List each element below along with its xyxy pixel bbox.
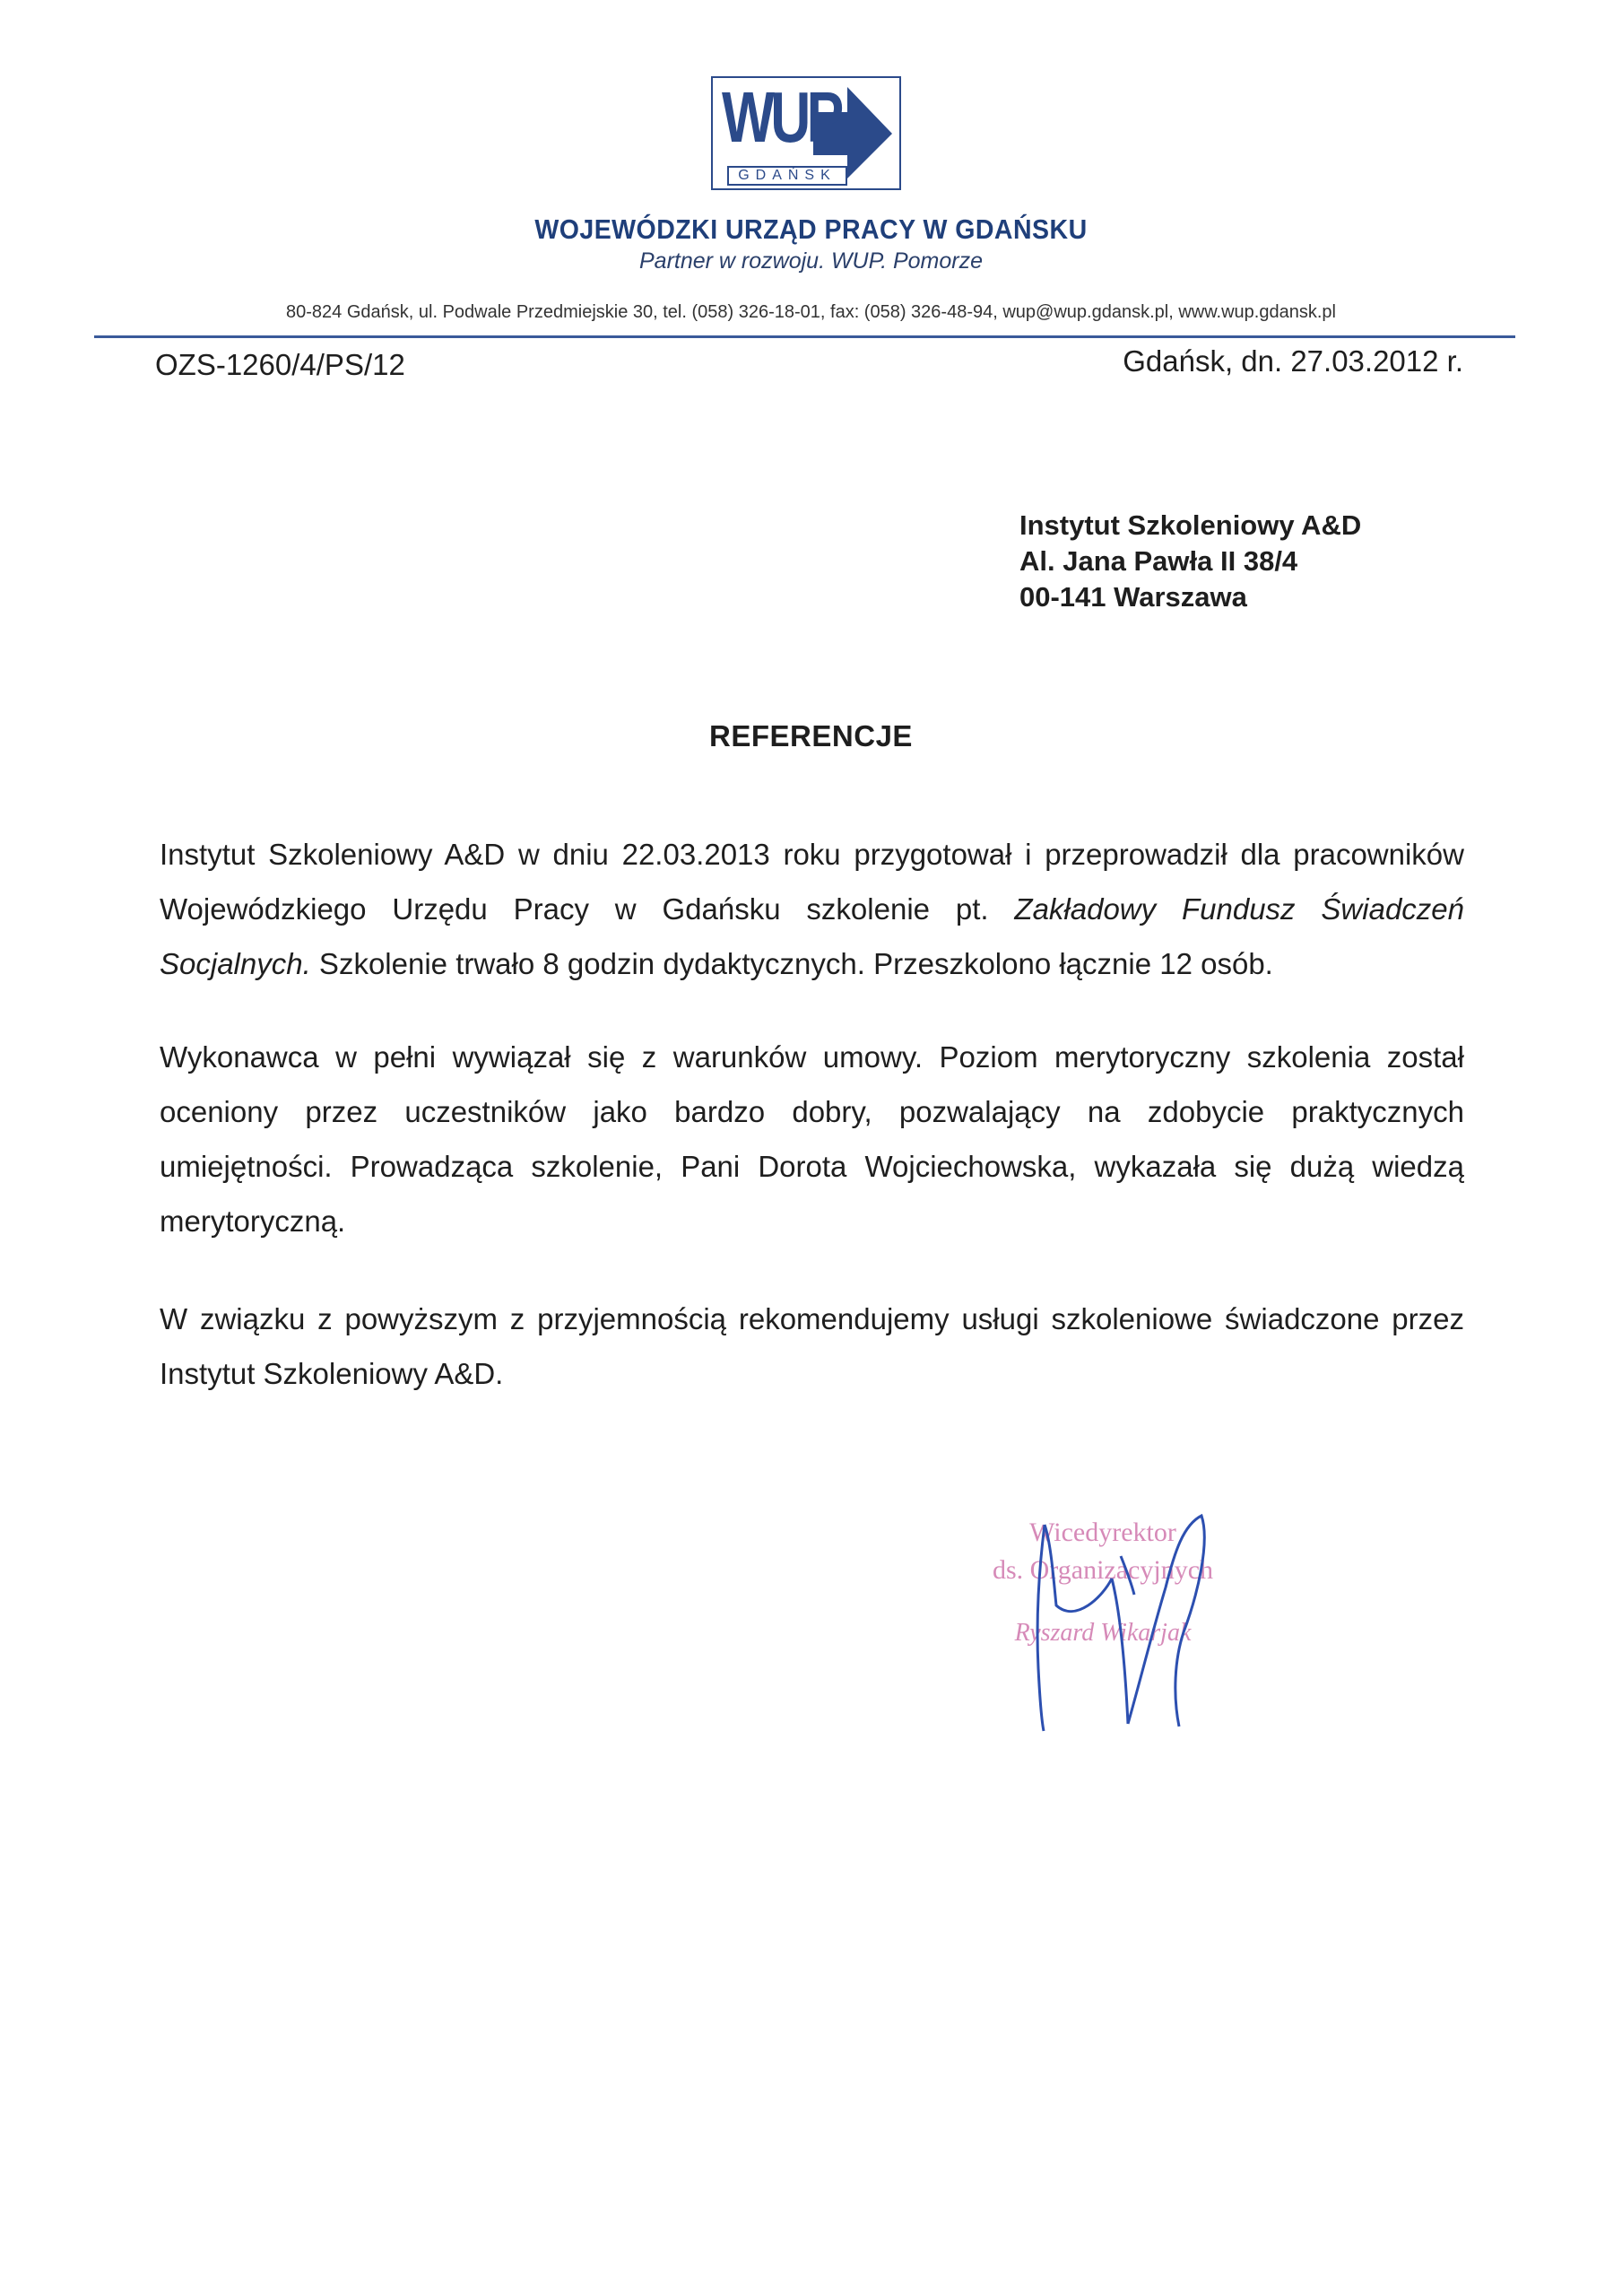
recipient-address — [1019, 508, 1361, 615]
letterhead-divider — [94, 335, 1515, 338]
recipient-city: 00-141 Warszawa — [1019, 581, 1247, 613]
body-paragraph-3: W związku z powyższym z przyjemnością rekomendujemy usługi szkoleniowe świadczone przez Instytut Szkoleniowy A&D. — [160, 1302, 1464, 1390]
training-title: Zakładowy Fundusz Świadczeń Socjalnych. — [160, 892, 1464, 980]
reference-number: OZS-1260/4/PS/12 — [155, 348, 405, 381]
handwritten-signature — [950, 1489, 1255, 1758]
document-title: REFERENCJE — [709, 719, 913, 752]
recipient-name: Instytut Szkoleniowy A&D — [1019, 509, 1362, 541]
recipient-street: Al. Jana Pawła II 38/4 — [1019, 545, 1298, 577]
logo-subtitle: GDAŃSK — [727, 166, 847, 186]
stamp-line-2: ds. Organizacyjnych — [992, 1555, 1214, 1585]
body-paragraph-1 — [160, 827, 1464, 991]
logo-text: WUP — [722, 77, 840, 157]
organization-address: 80-824 Gdańsk, ul. Podwale Przedmiejskie 30, tel. (058) 326-18-01, fax: (058) 326-48-94, wup@wup.gdansk.pl, www.wup.gdansk.pl — [286, 302, 1336, 322]
organization-tagline: Partner w rozwoju. WUP. Pomorze — [639, 248, 983, 274]
p1-text-start: Instytut Szkoleniowy A&D w dniu 22.03.2013 roku przygotował i przeprowadził dla pracowników Wojewódzkiego Urzędu Pracy w Gdańsku szkolenie pt. — [160, 838, 1464, 926]
stamp-name: Ryszard Wikarjak — [1014, 1619, 1192, 1647]
organization-name: WOJEWÓDZKI URZĄD PRACY W GDAŃSKU — [534, 213, 1088, 245]
wup-logo — [711, 76, 901, 190]
stamp-line-1: Wicedyrektor — [1029, 1518, 1176, 1547]
p1-text-end: Szkolenie trwało 8 godzin dydaktycznych. Przeszkolono łącznie 12 osób. — [310, 947, 1273, 980]
body-paragraph-2: Wykonawca w pełni wywiązał się z warunków umowy. Poziom merytoryczny szkolenia został oceniony przez uczestników jako bardzo dobry, pozwalający na zdobycie praktycznych umiejętności. Prowadząca szkolenie, Pani Dorota Wojciechowska, wykazała się dużą wiedzą merytoryczną. — [160, 1040, 1464, 1238]
place-date: Gdańsk, dn. 27.03.2012 r. — [1123, 344, 1463, 378]
